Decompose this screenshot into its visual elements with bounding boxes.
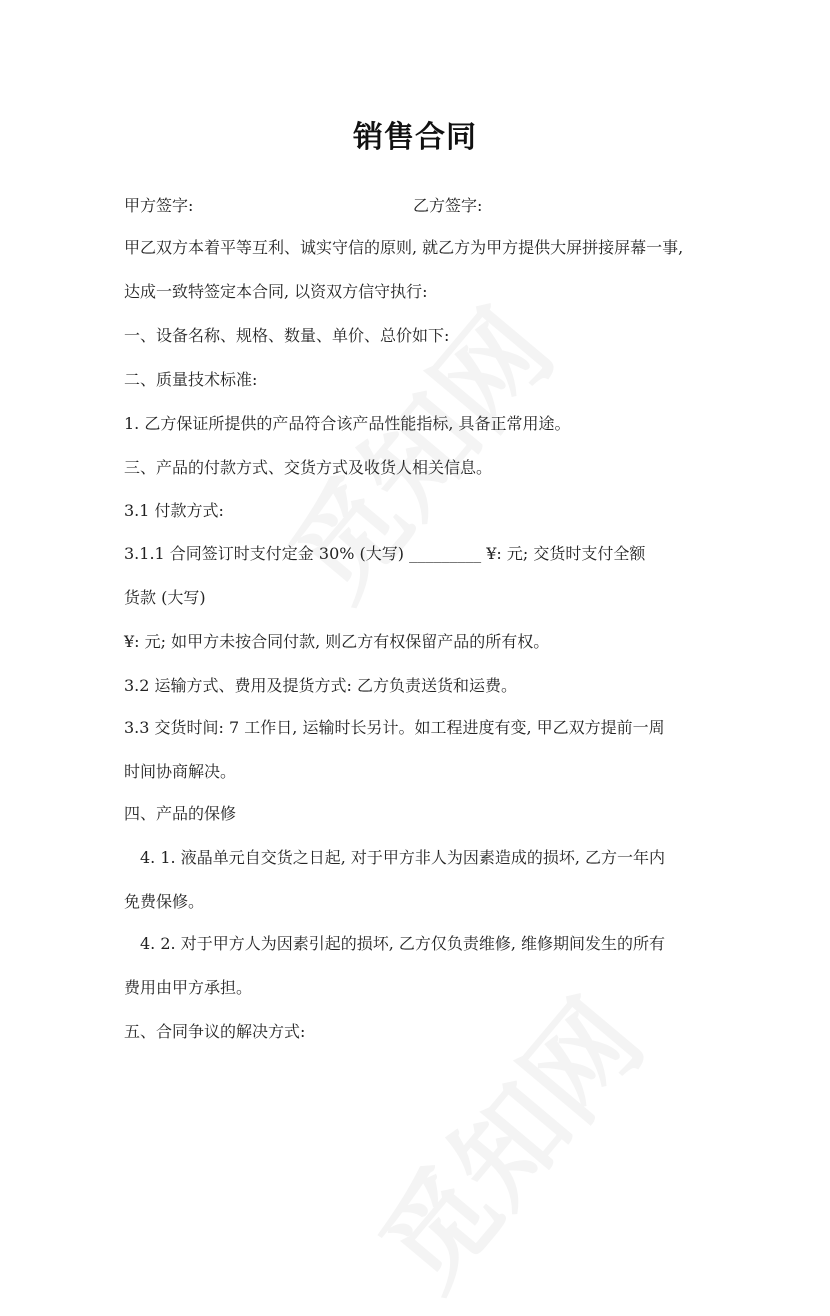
paragraph-line: 费用由甲方承担。 <box>124 978 253 997</box>
signature-party-b: 乙方签字: <box>413 196 483 215</box>
paragraph-line: ¥: 元; 如甲方未按合同付款, 则乙方有权保留产品的所有权。 <box>124 632 550 651</box>
document-title: 销售合同 <box>353 120 477 155</box>
section-heading: 三、产品的付款方式、交货方式及收货人相关信息。 <box>124 458 493 477</box>
paragraph-line: 4. 1. 液晶单元自交货之日起, 对于甲方非人为因素造成的损坏, 乙方一年内 <box>140 848 666 867</box>
paragraph-line: 1. 乙方保证所提供的产品符合该产品性能指标, 具备正常用途。 <box>124 414 571 433</box>
paragraph-line: 4. 2. 对于甲方人为因素引起的损坏, 乙方仅负责维修, 维修期间发生的所有 <box>140 934 666 953</box>
paragraph-line: 时间协商解决。 <box>124 762 237 781</box>
watermark <box>338 962 671 1316</box>
paragraph-line: 3.2 运输方式、费用及提货方式: 乙方负责送货和运费。 <box>124 676 518 695</box>
section-heading: 二、质量技术标准: <box>124 370 258 389</box>
paragraph-line: 3.3 交货时间: 7 工作日, 运输时长另计。如工程进度有变, 甲乙双方提前一周 <box>124 718 665 737</box>
paragraph-line: 达成一致特签定本合同, 以资双方信守执行: <box>124 282 428 301</box>
watermark <box>248 272 581 626</box>
section-heading: 一、设备名称、规格、数量、单价、总价如下: <box>124 326 450 345</box>
paragraph-line: 免费保修。 <box>124 892 205 911</box>
paragraph-line: 货款 (大写) <box>124 588 206 607</box>
section-heading: 五、合同争议的解决方式: <box>124 1022 306 1041</box>
section-heading: 四、产品的保修 <box>124 804 237 823</box>
paragraph-line: 甲乙双方本着平等互利、诚实守信的原则, 就乙方为甲方提供大屏拼接屏幕一事, <box>124 238 684 257</box>
paragraph-line: 3.1.1 合同签订时支付定金 30% (大写) _________ ¥: 元; 交货时支付全额 <box>124 544 646 563</box>
subsection-heading: 3.1 付款方式: <box>124 501 224 520</box>
signature-party-a: 甲方签字: <box>124 196 194 215</box>
